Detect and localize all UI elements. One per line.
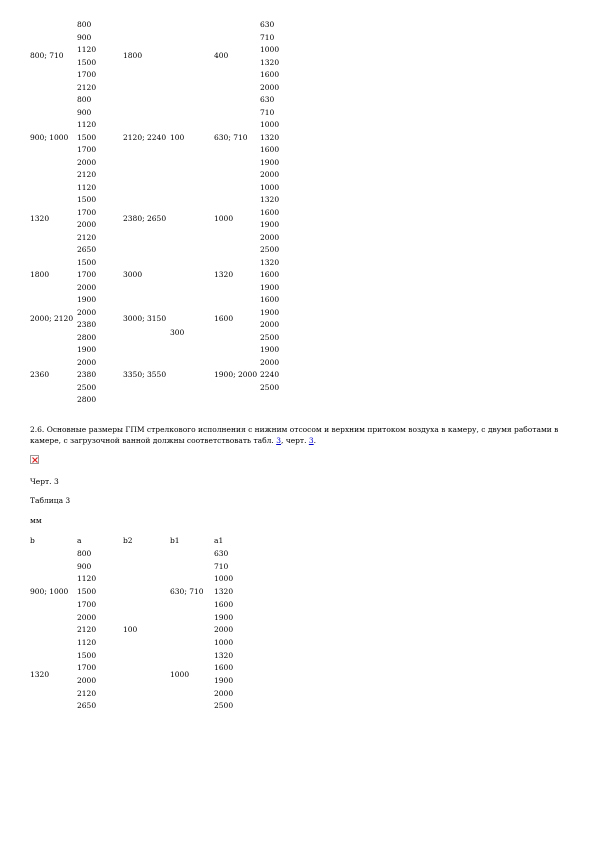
table-header: a <box>77 536 82 545</box>
table-cell: 630 <box>214 549 229 558</box>
table-cell: 2000 <box>260 320 280 329</box>
table-cell: 1320 <box>214 270 234 279</box>
broken-image-icon <box>30 455 39 464</box>
table-cell: 1120 <box>77 45 97 54</box>
table-cell: 1000 <box>260 45 280 54</box>
table-cell: 3000 <box>123 270 143 279</box>
table-cell: 1900 <box>260 345 280 354</box>
table-cell: 1500 <box>77 132 97 142</box>
table-cell: 710 <box>260 107 275 117</box>
table-cell: 2120 <box>77 625 97 635</box>
table-cell: 1320 <box>214 587 234 597</box>
table-cell: 2000 <box>260 232 280 242</box>
table-cell: 1700 <box>77 599 97 609</box>
table-cell: 1700 <box>77 145 97 154</box>
table-cell: 2000 <box>77 357 97 367</box>
table-cell: 900; 1000 <box>30 587 69 597</box>
table-cell: 1600 <box>260 207 280 217</box>
table-cell: 1320 <box>260 257 280 267</box>
table-cell: 1320 <box>30 669 50 679</box>
section-2-6-paragraph <box>30 425 560 446</box>
table-cell: 2380 <box>77 370 97 379</box>
table-cell: 630 <box>260 95 275 104</box>
table-cell: 1900; 2000 <box>214 370 258 379</box>
table-cell: 710 <box>214 561 229 571</box>
table-cell: 1600 <box>260 70 280 79</box>
table-cell: 1120 <box>77 637 97 647</box>
table-cell: 2120; 2240 <box>123 132 167 142</box>
table-cell: 1000 <box>170 669 190 679</box>
table-cell: 1700 <box>77 270 97 279</box>
table-cell: 1120 <box>77 182 97 192</box>
table-3-title: Таблица 3 <box>30 496 71 505</box>
table-cell: 1000 <box>214 637 234 647</box>
table-cell: 2500 <box>260 332 280 342</box>
table-cell: 800; 710 <box>30 51 64 61</box>
table-cell: 2000 <box>260 170 280 179</box>
table-cell: 2000 <box>214 688 234 698</box>
table-cell: 2500 <box>77 382 97 392</box>
table-cell: 2650 <box>77 245 97 254</box>
table-cell: 800 <box>77 549 92 558</box>
table-cell: 2000 <box>77 676 97 685</box>
table-cell: 1000 <box>214 213 234 223</box>
table-3-link[interactable]: 3 <box>276 435 281 445</box>
table-cell: 1120 <box>77 120 97 129</box>
table-cell: 400 <box>214 51 229 61</box>
table-cell: 1600 <box>214 313 234 323</box>
table-header: b1 <box>170 536 180 545</box>
table-cell: 1500 <box>77 650 97 660</box>
table-cell: 1600 <box>214 599 234 609</box>
table-header: a1 <box>214 536 224 545</box>
table-cell: 1000 <box>260 182 280 192</box>
table-cell: 1800 <box>30 270 50 279</box>
table-cell: 2000 <box>260 82 280 92</box>
table-cell: 1600 <box>214 663 234 673</box>
table-cell: 1900 <box>260 157 280 167</box>
table-cell: 710 <box>260 32 275 42</box>
figure-3-link[interactable]: 3 <box>308 435 314 445</box>
table-cell: 1500 <box>77 195 97 204</box>
table-cell: 1900 <box>214 612 234 622</box>
table-cell: 2000; 2120 <box>30 313 74 323</box>
table-cell: 2360 <box>30 370 50 379</box>
table-cell: 1320 <box>260 195 280 204</box>
table-cell: 900 <box>77 561 92 571</box>
paragraph-text: , черт. <box>280 435 309 445</box>
table-cell: 2000 <box>260 357 280 367</box>
table-cell: 2240 <box>260 370 280 379</box>
figure-caption: Черт. 3 <box>30 477 59 486</box>
table-cell: 1600 <box>260 270 280 279</box>
table-cell: 2000 <box>77 282 97 292</box>
table-cell: 1000 <box>214 574 234 584</box>
table-cell: 2500 <box>214 701 234 711</box>
table-cell: 1600 <box>260 295 280 304</box>
table-cell: 630; 710 <box>170 587 204 597</box>
table-cell: 1320 <box>214 650 234 660</box>
table-cell: 1320 <box>30 213 50 223</box>
table-cell: 100 <box>123 625 138 635</box>
table-cell: 2500 <box>260 382 280 392</box>
table-cell: 1700 <box>77 663 97 673</box>
table-cell: 2000 <box>77 220 97 229</box>
table-cell: 2120 <box>77 688 97 698</box>
table-cell: 1800 <box>123 51 143 61</box>
table-cell: 100 <box>170 132 185 142</box>
table-cell: 2120 <box>77 170 97 179</box>
table-cell: 2500 <box>260 245 280 254</box>
table-cell: 1900 <box>260 307 280 317</box>
paragraph-text: . <box>313 435 317 445</box>
table-cell: 300 <box>170 327 185 337</box>
table-cell: 2000 <box>77 157 97 167</box>
table-cell: 3000; 3150 <box>123 313 167 323</box>
table-cell: 1700 <box>77 70 97 79</box>
table-cell: 2800 <box>77 395 97 404</box>
table-cell: 3350; 3550 <box>123 370 167 379</box>
table-header: b <box>30 536 35 545</box>
table-cell: 1900 <box>260 220 280 229</box>
table-cell: 900; 1000 <box>30 132 69 142</box>
table-cell: 1500 <box>77 587 97 597</box>
table-cell: 2120 <box>77 82 97 92</box>
table-cell: 2800 <box>77 332 97 342</box>
table-cell: 900 <box>77 32 92 42</box>
table-cell: 800 <box>77 95 92 104</box>
table-cell: 1600 <box>260 145 280 154</box>
paragraph-text: 2.6. Основные размеры ГПМ стрелкового исполнения с нижним отсосом и верхним притоком воздуха в камеру, с двумя работами в камере, с загрузочной ванной должны соответствовать табл. <box>30 425 559 445</box>
table-cell: 1900 <box>77 295 97 304</box>
table-cell: 900 <box>77 107 92 117</box>
table-cell: 2380 <box>77 320 97 329</box>
table-cell: 1500 <box>77 257 97 267</box>
table-cell: 1900 <box>260 282 280 292</box>
table-cell: 1120 <box>77 574 97 584</box>
table-cell: 2120 <box>77 232 97 242</box>
table-cell: 1700 <box>77 207 97 217</box>
table-cell: 630; 710 <box>214 132 248 142</box>
table-cell: 800 <box>77 20 92 29</box>
table-cell: 2650 <box>77 701 97 711</box>
table-3-unit: мм <box>30 516 42 525</box>
table-cell: 1320 <box>260 132 280 142</box>
table-cell: 630 <box>260 20 275 29</box>
table-header: b2 <box>123 536 133 545</box>
table-cell: 2380; 2650 <box>123 213 167 223</box>
table-cell: 1500 <box>77 57 97 67</box>
table-cell: 1000 <box>260 120 280 129</box>
table-cell: 2000 <box>77 612 97 622</box>
table-cell: 1900 <box>77 345 97 354</box>
table-cell: 1900 <box>214 676 234 685</box>
table-cell: 2000 <box>214 625 234 635</box>
table-cell: 1320 <box>260 57 280 67</box>
table-cell: 2000 <box>77 307 97 317</box>
